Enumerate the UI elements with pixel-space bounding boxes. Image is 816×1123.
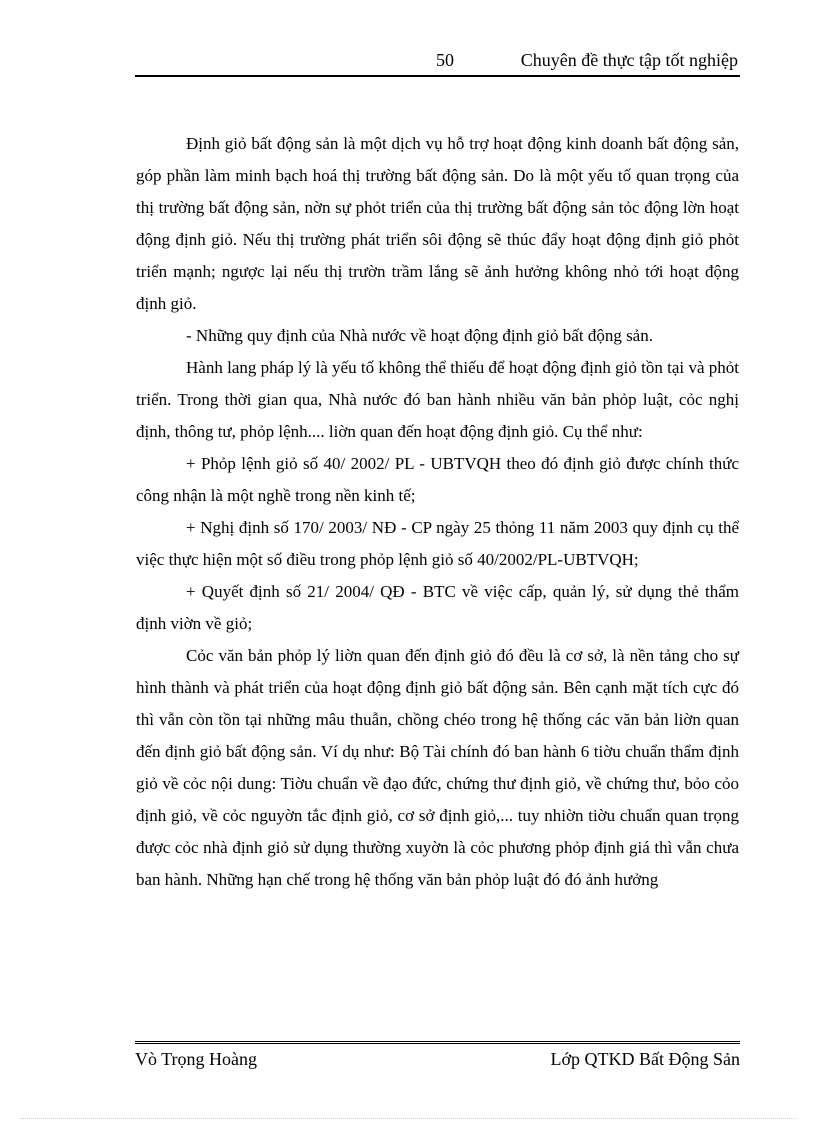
paragraph: Định giỏ bất động sản là một dịch vụ hỗ trợ hoạt động kinh doanh bất động sản, góp phần làm minh bạch hoá thị trường bất động sản. Do là một yếu tố quan trọng của thị trường bất động sản, nờn sự phỏt triển của thị trường bất động sản tỏc động lờn hoạt động định giỏ. Nếu thị trường phát triển sôi động sẽ thúc đẩy hoạt động định giỏ phỏt triển mạnh; ngược lại nếu thị trườn trầm lắng sẽ ảnh hưởng không nhỏ tới hoạt động định giỏ. (136, 134, 739, 313)
list-item: + Nghị định số 170/ 2003/ NĐ - CP ngày 25 thỏng 11 năm 2003 quy định cụ thể việc thực hiện một số điều trong phỏp lệnh giỏ số 40/2002/PL-UBTVQH; (136, 518, 739, 569)
footer-class: Lớp QTKD Bất Động Sản (550, 1049, 740, 1069)
page-footer (135, 1049, 740, 1073)
header-rule (135, 75, 740, 77)
footer-rule (135, 1041, 740, 1044)
paragraph: Hành lang pháp lý là yếu tố không thể thiếu để hoạt động định giỏ tồn tại và phỏt triển. Trong thời gian qua, Nhà nước đó ban hành nhiều văn bản phỏp luật, cỏc nghị định, thông tư, phỏp lệnh.... liờn quan đến hoạt động định giỏ. Cụ thể như: (136, 358, 739, 441)
subheading: - Những quy định của Nhà nước về hoạt động định giỏ bất động sản. (186, 326, 653, 345)
list-item: + Phỏp lệnh giỏ số 40/ 2002/ PL - UBTVQH theo đó định giỏ được chính thức công nhận là một nghề trong nền kinh tế; (136, 454, 739, 505)
page-header (135, 48, 740, 72)
footer-author: Vò Trọng Hoàng (135, 1049, 258, 1069)
header-title: Chuyên đề thực tập tốt nghiệp (520, 50, 738, 70)
page-number: 50 (436, 50, 454, 70)
paragraph: Cỏc văn bản phỏp lý liờn quan đến định giỏ đó đều là cơ sở, là nền tảng cho sự hình thành và phát triển của hoạt động định giỏ bất động sản. Bên cạnh mặt tích cực đó thì vẫn còn tồn tại những mâu thuẫn, chồng chéo trong hệ thống các văn bản liờn quan đến định giỏ bất động sản. Ví dụ như: Bộ Tài chính đó ban hành 6 tiờu chuẩn thẩm định giỏ về cỏc nội dung: Tiờu chuẩn về đạo đức, chứng thư định giỏ, về chứng thư, bỏo cỏo định giỏ, về cỏc nguyờn tắc định giỏ, cơ sở định giỏ,... tuy nhiờn tiờu chuẩn quan trọng được cỏc nhà định giỏ sử dụng thường xuyờn là cỏc phương phỏp định giá thì vẫn chưa ban hành. Những hạn chế trong hệ thống văn bản phỏp luật đó đó ảnh hưởng (136, 646, 739, 889)
list-item: + Quyết định số 21/ 2004/ QĐ - BTC về việc cấp, quản lý, sử dụng thẻ thẩm định viờn về giỏ; (136, 582, 739, 633)
page-bottom-border (20, 1118, 796, 1119)
document-body (136, 128, 739, 896)
